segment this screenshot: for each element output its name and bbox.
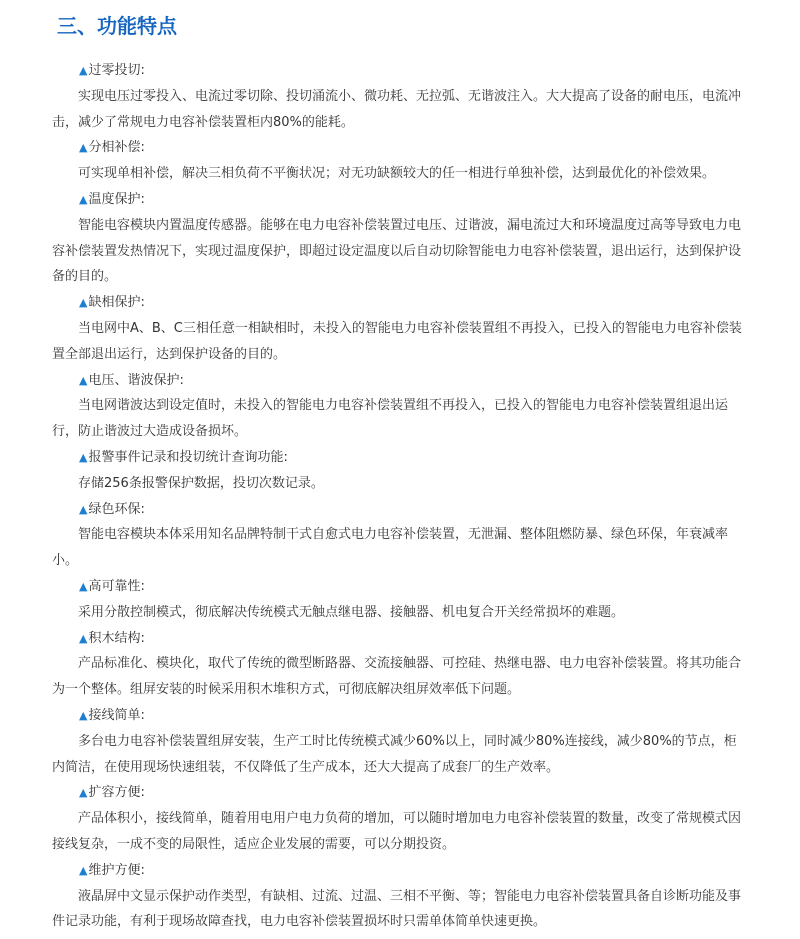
feature-title: 报警事件记录和投切统计查询功能: [88,449,288,465]
feature-description: 产品体积小，接线简单，随着用电用户电力负荷的增加，可以随时增加电力电容补偿装置的数量，改变了常规模式因接线复杂，一成不变的局限性，适应企业发展的需要，可以分期投资。 [52,811,742,852]
feature-heading [52,626,742,652]
feature-description: 液晶屏中文显示保护动作类型，有缺相、过流、过温、三相不平衡、等；智能电力电容补偿装置具备自诊断功能及事件记录功能，有利于现场故障查找，电力电容补偿装置损坏时只需单体简单快速更换。 [52,888,742,930]
triangle-up-icon: ▲ [79,192,88,206]
feature-description: 实现电压过零投入、电流过零切除、投切涌流小、微功耗、无拉弧、无谐波注入。大大提高了设备的耐电压，电流冲击，减少了常规电力电容补偿装置柜内80%的能耗。 [52,88,742,130]
triangle-up-icon: ▲ [79,708,88,722]
feature-title: 分相补偿: [88,140,145,156]
triangle-up-icon: ▲ [79,863,88,877]
feature-title: 缺相保护: [88,295,145,311]
feature-description: 智能电容模块内置温度传感器。能够在电力电容补偿装置过电压、过谐波，漏电流过大和环境温度过高等导致电力电容补偿装置发热情况下，实现过温度保护，即超过设定温度以后自动切除智能电力电容补偿装置，退出运行，达到保护设备的目的。 [52,217,742,285]
feature-description: 采用分散控制模式，彻底解决传统模式无触点继电器、接触器、机电复合开关经常损坏的难题。 [78,604,625,620]
feature-heading [52,497,742,523]
triangle-up-icon: ▲ [79,64,88,77]
feature-title: 过零投切: [88,63,145,78]
feature-heading [52,187,742,213]
feature-heading [52,574,742,600]
feature-description: 智能电容模块本体采用知名品牌特制干式自愈式电力电容补偿装置，无泄漏、整体阻燃防暴、绿色环保，年衰减率小。 [52,527,729,569]
feature-heading [52,368,742,394]
feature-heading [52,290,742,316]
feature-title: 温度保护: [88,191,145,207]
triangle-up-icon: ▲ [79,786,88,800]
triangle-up-icon: ▲ [79,296,88,310]
triangle-up-icon: ▲ [79,579,88,593]
section-title: 三、功能特点 [57,14,177,38]
feature-heading [52,780,742,806]
triangle-up-icon: ▲ [79,373,88,387]
triangle-up-icon: ▲ [79,502,88,516]
feature-description: 当电网中A、B、C三相任意一相缺相时，未投入的智能电力电容补偿装置组不再投入，已投入的智能电力电容补偿装置全部退出运行，达到保护设备的目的。 [52,320,742,362]
feature-heading [52,445,742,471]
feature-heading [52,135,742,161]
feature-description: 可实现单相补偿，解决三相负荷不平衡状况；对无功缺额较大的任一相进行单独补偿，达到最优化的补偿效果。 [78,166,716,182]
feature-title: 高可靠性: [88,578,145,594]
feature-heading [52,703,742,729]
feature-description: 存储256条报警保护数据，投切次数记录。 [78,475,324,491]
feature-title: 绿色环保: [88,501,145,517]
triangle-up-icon: ▲ [79,141,88,155]
triangle-up-icon: ▲ [79,631,88,645]
feature-list [52,58,742,935]
feature-title: 积木结构: [88,630,145,646]
feature-heading [52,58,742,84]
feature-heading [52,858,742,884]
triangle-up-icon: ▲ [79,450,88,464]
feature-description: 当电网谐波达到设定值时，未投入的智能电力电容补偿装置组不再投入，已投入的智能电力电容补偿装置组退出运行，防止谐波过大造成设备损坏。 [52,398,729,440]
feature-title: 电压、谐波保护: [88,372,184,388]
feature-title: 接线简单: [88,707,145,723]
feature-title: 扩容方便: [88,785,145,801]
feature-title: 维护方便: [88,862,145,878]
feature-description: 产品标准化、模块化，取代了传统的微型断路器、交流接触器、可控硅、热继电器、电力电容补偿装置。将其功能合为一个整体。组屏安装的时候采用积木堆积方式，可彻底解决组屏效率低下问题。 [52,656,742,698]
feature-description: 多台电力电容补偿装置组屏安装，生产工时比传统模式减少60%以上，同时减少80%连接线，减少80%的节点，柜内简洁，在使用现场快速组装，不仅降低了生产成本，还大大提高了成套厂的生产效率。 [52,733,737,775]
